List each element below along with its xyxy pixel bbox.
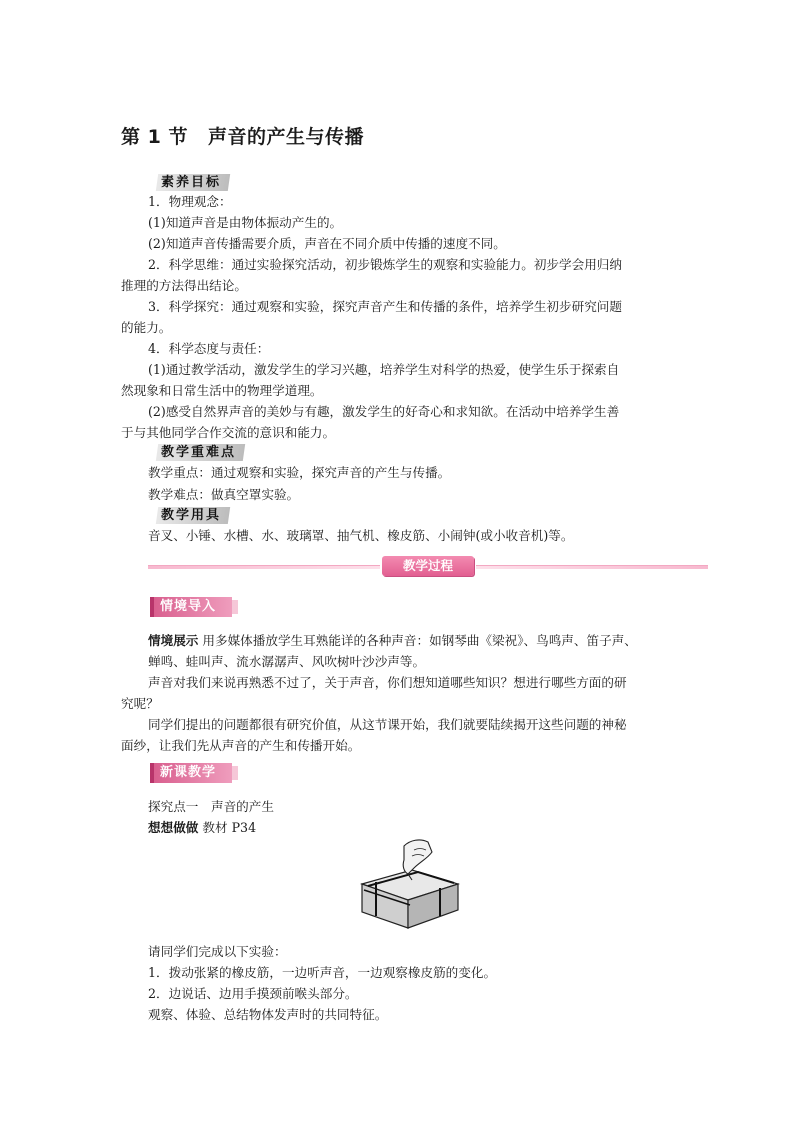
key-point-line: 教学难点：做真空罩实验。 (148, 487, 300, 502)
goals-line: 4．科学态度与责任： (148, 341, 270, 356)
section-name: 声音的产生与传播 (207, 126, 364, 148)
page-title (121, 122, 364, 149)
goals-line: 于与其他同学合作交流的意识和能力。 (121, 425, 336, 440)
key-point-line: 教学重点：通过观察和实验，探究声音的产生与传播。 (148, 465, 451, 480)
goals-line: (2)知道声音传播需要介质，声音在不同介质中传播的速度不同。 (148, 236, 506, 251)
goals-line: 的能力。 (121, 320, 172, 335)
experiment-line: 观察、体验、总结物体发声时的共同特征。 (148, 1007, 388, 1022)
experiment-line: 请同学们完成以下实验： (148, 944, 287, 959)
intro-lead: 情境展示 (148, 633, 199, 648)
think-do-line: 想想做做 教材 P34 (148, 820, 257, 835)
intro-line: 情境展示 用多媒体播放学生耳熟能详的各种声音：如钢琴曲《梁祝》、鸟鸣声、笛子声、 (148, 633, 637, 648)
explore-point: 探究点一 声音的产生 (148, 799, 274, 814)
goals-line: 然现象和日常生活中的物理学道理。 (121, 383, 323, 398)
section-number: 第 1 节 (121, 126, 188, 148)
goals-line: (1)知道声音是由物体振动产生的。 (148, 215, 343, 230)
intro-line: 蝉鸣、蛙叫声、流水潺潺声、风吹树叶沙沙声等。 (148, 654, 426, 669)
intro-line: 声音对我们来说再熟悉不过了，关于声音，你们想知道哪些知识？想进行哪些方面的研 (148, 675, 627, 690)
tools-heading: 教学用具 (156, 507, 230, 524)
intro-line: 同学们提出的问题都很有研究价值，从这节课开始，我们就要陆续揭开这些问题的神秘 (148, 717, 627, 732)
rubber-band-box-illustration (354, 836, 468, 936)
intro-heading: 情境导入 (150, 597, 232, 617)
intro-line: 面纱，让我们先从声音的产生和传播开始。 (121, 738, 361, 753)
goals-line: 1．物理观念： (148, 194, 232, 209)
process-divider (148, 556, 708, 576)
key-points-heading: 教学重难点 (156, 444, 245, 461)
process-label: 教学过程 (382, 556, 474, 576)
goals-line: 2．科学思维：通过实验探究活动，初步锻炼学生的观察和实验能力。初步学会用归纳 (148, 257, 622, 272)
goals-heading: 素养目标 (156, 174, 230, 191)
tools-line: 音叉、小锤、水槽、水、玻璃罩、抽气机、橡皮筋、小闹钟(或小收音机)等。 (148, 528, 574, 543)
divider-rule (476, 565, 708, 569)
goals-line: 3．科学探究：通过观察和实验，探究声音产生和传播的条件，培养学生初步研究问题 (148, 299, 622, 314)
intro-line: 究呢？ (121, 696, 159, 711)
goals-line: (2)感受自然界声音的美妙与有趣，激发学生的好奇心和求知欲。在活动中培养学生善 (148, 404, 620, 419)
divider-rule (148, 565, 380, 569)
experiment-line: 1．拨动张紧的橡皮筋，一边听声音，一边观察橡皮筋的变化。 (148, 965, 497, 980)
goals-line: (1)通过教学活动，激发学生的学习兴趣，培养学生对科学的热爱，使学生乐于探索自 (148, 362, 620, 377)
think-do-lead: 想想做做 (148, 820, 199, 835)
experiment-line: 2．边说话、边用手摸颈前喉头部分。 (148, 986, 358, 1001)
new-lesson-heading: 新课教学 (150, 763, 232, 783)
goals-line: 推理的方法得出结论。 (121, 278, 247, 293)
